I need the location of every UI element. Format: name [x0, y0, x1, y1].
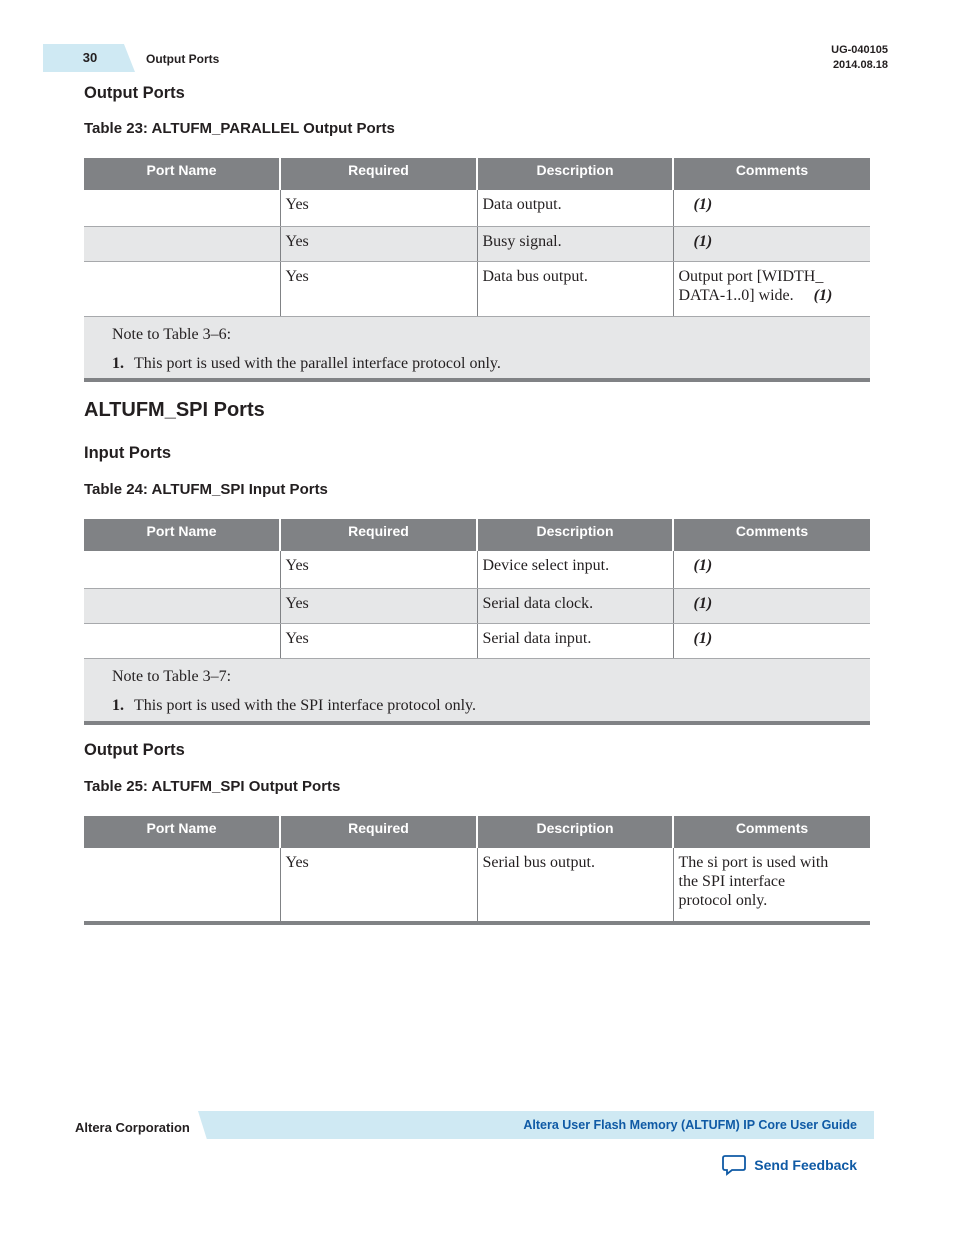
table-row — [84, 623, 870, 658]
column-header-comments: Comments — [673, 519, 870, 551]
table-row — [84, 588, 870, 623]
heading-spi-output-ports: Output Ports — [84, 741, 185, 759]
column-header-required: Required — [280, 519, 477, 551]
cell-port-name — [84, 226, 280, 261]
column-header-description: Description — [477, 816, 673, 848]
table-note — [84, 316, 870, 380]
table-row — [84, 848, 870, 923]
column-header-required: Required — [280, 158, 477, 190]
cell-port-name — [84, 551, 280, 588]
comment-line: DATA-1..0] wide. (1) — [678, 286, 833, 304]
footnote-ref: (1) — [693, 557, 713, 574]
cell-comments — [673, 226, 870, 261]
cell-description: Data bus output. — [477, 261, 673, 316]
note-item: 1. This port is used with the SPI interface protocol only. — [112, 696, 477, 714]
cell-required: Yes — [280, 623, 477, 658]
column-header-description: Description — [477, 519, 673, 551]
document-date: 2014.08.18 — [832, 59, 888, 71]
cell-required: Yes — [280, 551, 477, 588]
heading-spi-input-ports: Input Ports — [84, 444, 172, 462]
cell-comments — [673, 848, 870, 923]
table23-header-row — [84, 158, 870, 190]
table23-note-row — [84, 316, 870, 380]
footnote-ref: (1) — [693, 232, 713, 250]
cell-port-name — [84, 848, 280, 923]
footer-guide-title-link[interactable]: Altera User Flash Memory (ALTUFM) IP Core User Guide — [523, 1118, 857, 1132]
cell-comments — [673, 261, 870, 316]
footnote-ref: (1) — [813, 286, 833, 304]
table24-caption: Table 24: ALTUFM_SPI Input Ports — [84, 481, 328, 498]
running-section-title: Output Ports — [146, 52, 220, 66]
cell-required: Yes — [280, 848, 477, 923]
table25-header-row — [84, 816, 870, 848]
cell-required: Yes — [280, 261, 477, 316]
cell-description: Busy signal. — [477, 226, 673, 261]
cell-description: Serial data input. — [477, 623, 673, 658]
document-id-block — [831, 43, 888, 73]
comment-line: The si port is used with — [678, 854, 829, 871]
table25-caption: Table 25: ALTUFM_SPI Output Ports — [84, 778, 341, 795]
speech-bubble-icon — [722, 1154, 746, 1176]
cell-description: Serial bus output. — [477, 848, 673, 923]
cell-required: Yes — [280, 226, 477, 261]
table-note — [84, 658, 870, 723]
column-header-description: Description — [477, 158, 673, 190]
column-header-port-name: Port Name — [84, 158, 280, 190]
cell-required: Yes — [280, 190, 477, 226]
cell-port-name — [84, 588, 280, 623]
column-header-port-name: Port Name — [84, 519, 280, 551]
table25 — [84, 816, 870, 925]
column-header-comments: Comments — [673, 158, 870, 190]
footer-company: Altera Corporation — [75, 1120, 190, 1135]
comment-line: the SPI interface — [678, 873, 786, 890]
cell-required: Yes — [280, 588, 477, 623]
cell-port-name — [84, 623, 280, 658]
cell-description: Data output. — [477, 190, 673, 226]
note-title: Note to Table 3–6: — [112, 325, 232, 343]
footnote-ref: (1) — [693, 196, 713, 213]
cell-comments — [673, 551, 870, 588]
heading-parallel-output-ports: Output Ports — [84, 84, 185, 102]
page-number: 30 — [82, 50, 98, 65]
cell-port-name — [84, 190, 280, 226]
cell-comments — [673, 588, 870, 623]
table24-header-row — [84, 519, 870, 551]
table-row — [84, 190, 870, 226]
send-feedback-label: Send Feedback — [754, 1157, 857, 1173]
cell-comments — [673, 190, 870, 226]
cell-description: Serial data clock. — [477, 588, 673, 623]
comment-line: protocol only. — [678, 892, 768, 909]
column-header-comments: Comments — [673, 816, 870, 848]
table23-caption: Table 23: ALTUFM_PARALLEL Output Ports — [84, 120, 395, 137]
footnote-ref: (1) — [693, 629, 713, 647]
table23 — [84, 158, 870, 382]
table-row — [84, 226, 870, 261]
heading-altufm-spi-ports: ALTUFM_SPI Ports — [84, 399, 265, 421]
table-row — [84, 261, 870, 316]
note-title: Note to Table 3–7: — [112, 667, 232, 685]
cell-comments — [673, 623, 870, 658]
cell-description: Device select input. — [477, 551, 673, 588]
note-item: 1. This port is used with the parallel interface protocol only. — [112, 354, 501, 372]
column-header-port-name: Port Name — [84, 816, 280, 848]
comment-line: Output port [WIDTH_ — [678, 267, 824, 285]
column-header-required: Required — [280, 816, 477, 848]
footnote-ref: (1) — [693, 594, 713, 612]
document-id: UG-040105 — [831, 44, 888, 56]
cell-port-name — [84, 261, 280, 316]
table24 — [84, 519, 870, 725]
table24-note-row — [84, 658, 870, 723]
send-feedback-link[interactable] — [722, 1154, 857, 1176]
table-row — [84, 551, 870, 588]
